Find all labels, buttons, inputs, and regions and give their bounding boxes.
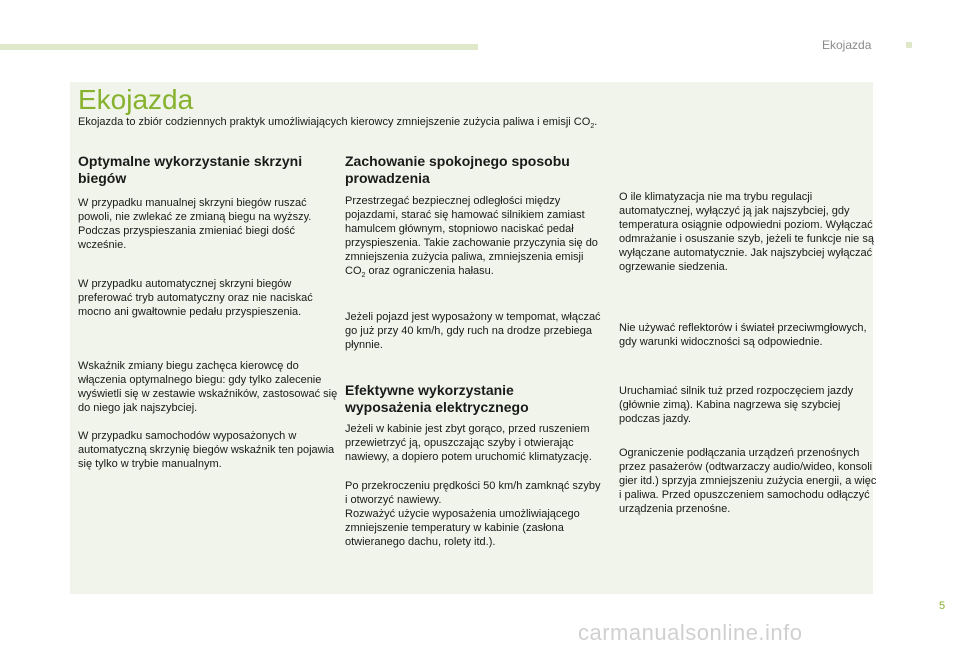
header-accent-square: [906, 42, 912, 48]
paragraph-close-windows: Po przekroczeniu prędkości 50 km/h zamknąć szyby i otworzyć nawiewy.: [345, 480, 601, 506]
paragraph-fog-lights: Nie używać reflektorów i świateł przeciwmgłowych, gdy warunki widoczności są odpowiednie.: [619, 322, 867, 348]
intro-text: Ekojazda to zbiór codziennych praktyk umożliwiających kierowcy zmniejszenie zużycia paliwa i emisji $CO_2$.: [78, 116, 598, 131]
paragraph-ventilate-cabin: Jeżeli w kabinie jest zbyt gorąco, przed ruszeniem przewietrzyć ją, opuszczając szyby i otwierając nawiewy, a dopiero potem uruchomić klimatyzację.: [345, 423, 592, 463]
heading-calm-driving: Zachowanie spokojnego sposobu prowadzenia: [345, 153, 570, 186]
paragraph-safe-distance: Przestrzegać bezpiecznej odległości między pojazdami, starać się hamować silnikiem zamiast hamulcem głównym, stopniowo naciskać pedał przyspieszenia. Takie zachowanie przyczynia się do zmniejszenia zużycia paliwa, zmniejszenia emisji $CO_2$ oraz ograniczenia hałasu.: [345, 195, 598, 280]
paragraph-manual-gearbox: W przypadku manualnej skrzyni biegów ruszać powoli, nie zwlekać ze zmianą biegu na wyższy. Podczas przyspieszania zmieniać biegi dość wcześnie.: [78, 197, 312, 251]
page-title: Ekojazda: [78, 84, 194, 115]
paragraph-reduce-temperature: Rozważyć użycie wyposażenia umożliwiającego zmniejszenie temperatury w kabinie (zasłona otwieranego dachu, rolety itd.).: [345, 508, 580, 548]
header-section-label: Ekojazda: [822, 38, 872, 52]
page-number: 5: [939, 600, 946, 612]
heading-gearbox: Optymalne wykorzystanie skrzyni biegów: [78, 153, 303, 186]
paragraph-engine-start: Uruchamiać silnik tuż przed rozpoczęciem jazdy (głównie zimą). Kabina nagrzewa się szybciej podczas jazdy.: [619, 385, 854, 425]
paragraph-automatic-gearbox: W przypadku automatycznej skrzyni biegów preferować tryb automatyczny oraz nie naciskać mocno ani gwałtownie pedału przyspieszenia.: [78, 278, 313, 318]
paragraph-gear-indicator: Wskaźnik zmiany biegu zachęca kierowcę do włączenia optymalnego biegu: gdy tylko zalecenie wyświetli się w zestawie wskaźników, zastosować się do niego jak najszybciej.: [78, 360, 338, 414]
heading-electrical-equipment: Efektywne wykorzystanie wyposażenia elektrycznego: [345, 382, 529, 415]
paragraph-portable-devices: Ograniczenie podłączania urządzeń przenośnych przez pasażerów (odtwarzaczy audio/wideo, konsoli gier itd.) sprzyja zmniejszeniu zużycia energii, a więc i paliwa. Przed opuszczeniem samochodu odłączyć urządzenia przenośne.: [619, 447, 877, 515]
paragraph-cruise-control: Jeżeli pojazd jest wyposażony w tempomat, włączać go już przy 40 km/h, gdy ruch na drodze przebiega płynnie.: [345, 311, 601, 351]
header-accent-bar: [0, 44, 478, 50]
watermark: carmanualsonline.info: [578, 620, 803, 645]
paragraph-automatic-indicator: W przypadku samochodów wyposażonych w automatyczną skrzynię biegów wskaźnik ten pojawia się tylko w trybie manualnym.: [78, 430, 335, 470]
paragraph-air-conditioning: O ile klimatyzacja nie ma trybu regulacji automatycznej, wyłączyć ją jak najszybciej, gdy temperatura osiągnie odpowiedni poziom. Wyłączać odmrażanie i osuszanie szyb, jeżeli te funkcje nie są wyłączane automatycznie. Jak najszybciej wyłączać ogrzewanie siedzenia.: [619, 191, 874, 273]
